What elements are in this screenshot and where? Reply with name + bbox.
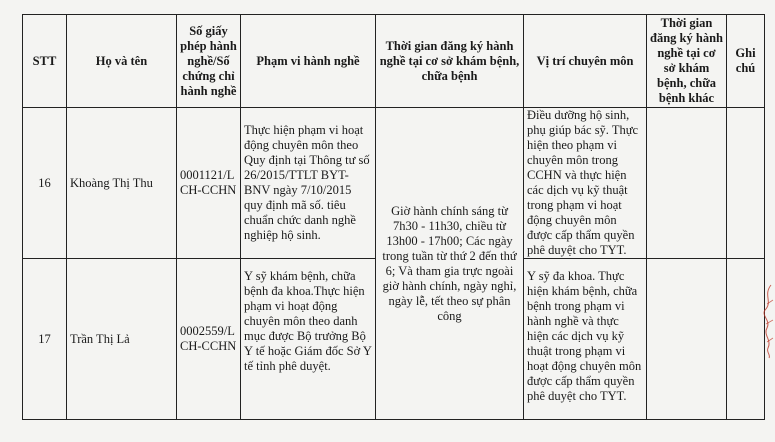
row-cert: 0002559/L CH-CCHN <box>177 259 241 420</box>
row-name: Khoàng Thị Thu <box>67 108 177 259</box>
row-scope: Y sỹ khám bệnh, chữa bệnh đa khoa.Thực hiện phạm vi hoạt động chuyên môn theo danh mục được Bộ trưởng Bộ Y tế hoặc Giám đốc Sở Y tế tỉnh phê duyệt. <box>241 259 376 420</box>
row-stt: 16 <box>23 108 67 259</box>
header-position: Vị trí chuyên môn <box>524 15 647 108</box>
row-scope: Thực hiện phạm vi hoạt động chuyên môn theo Quy định tại Thông tư số 26/2015/TTLT BYT-BNV ngày 7/10/2015 quy định mã số. tiêu chuẩn chức danh nghề nghiệp hộ sinh. <box>241 108 376 259</box>
header-stt: STT <box>23 15 67 108</box>
header-cert: Số giấy phép hành nghề/Số chứng chỉ hành nghề <box>177 15 241 108</box>
row-position: Y sỹ đa khoa. Thực hiện khám bệnh, chữa bệnh trong phạm vi hành nghề và thực hiện các dịch vụ kỹ thuật trong phạm vi hoạt động chuyên môn được cấp thẩm quyền phê duyệt cho TYT. <box>524 259 647 420</box>
table-header-row <box>23 15 765 108</box>
table-row <box>23 108 765 259</box>
row-other-time <box>647 259 727 420</box>
shared-working-time: Giờ hành chính sáng từ 7h30 - 11h30, chiều từ 13h00 - 17h00; Các ngày trong tuần từ thứ 2 đến thứ 6; Và tham gia trực ngoài giờ hành chính, ngày nghỉ, ngày lễ, tết theo sự phân công <box>376 108 524 420</box>
practitioner-registration-table <box>22 14 765 420</box>
row-name: Trần Thị Lả <box>67 259 177 420</box>
row-other-time <box>647 108 727 259</box>
row-position: Điều dưỡng hộ sinh, phụ giúp bác sỹ. Thực hiện theo phạm vi chuyên môn trong CCHN và thực hiện các dịch vụ kỹ thuật trong phạm vi hoạt động chuyên môn được cấp thẩm quyền phê duyệt cho TYT. <box>524 108 647 259</box>
header-note: Ghi chú <box>727 15 765 108</box>
header-name: Họ và tên <box>67 15 177 108</box>
header-other-time: Thời gian đăng ký hành nghề tại cơ sở khám bệnh, chữa bệnh khác <box>647 15 727 108</box>
header-scope: Phạm vi hành nghề <box>241 15 376 108</box>
header-time: Thời gian đăng ký hành nghề tại cơ sở khám bệnh, chữa bệnh <box>376 15 524 108</box>
row-note <box>727 108 765 259</box>
row-cert: 0001121/L CH-CCHN <box>177 108 241 259</box>
red-signature-mark <box>759 280 775 360</box>
row-stt: 17 <box>23 259 67 420</box>
